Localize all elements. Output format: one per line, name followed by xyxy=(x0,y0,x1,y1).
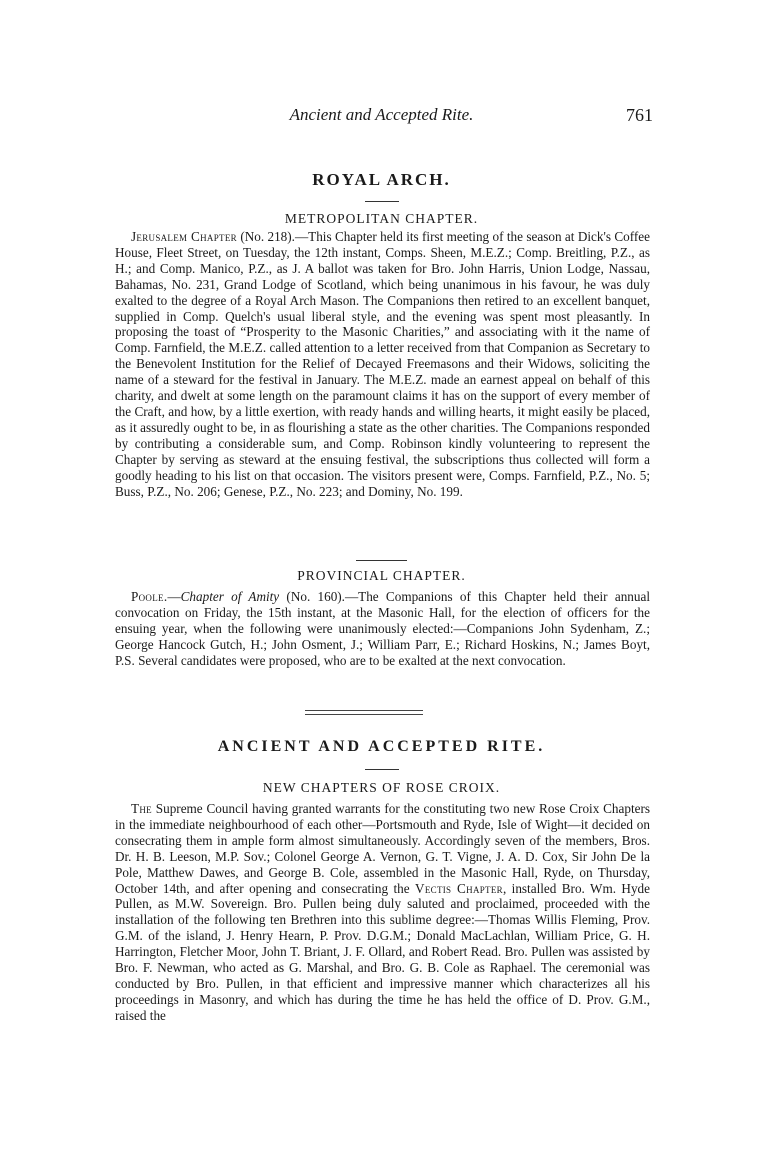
jerusalem-chapter-lead: Jerusalem Chapter xyxy=(131,229,237,244)
rose-croix-heading: NEW CHAPTERS OF ROSE CROIX. xyxy=(262,780,501,795)
running-header xyxy=(0,105,763,127)
provincial-dash: — xyxy=(167,589,181,604)
metropolitan-chapter-heading: METROPOLITAN CHAPTER. xyxy=(284,211,479,226)
rose-croix-body-1: Supreme Council having granted warrants for the constituting two new Rose Croix Chapters in the immediate neighbourhood of each other—Portsmouth and Ryde, Isle of Wight—it decided on consecrating them in ample form almost simultaneously. Accordingly seven of the members, Bros. Dr. H. B. Leeson, M.P. Sov.; Colonel George A. Vernon, G. T. Vigne, J. A. D. Cox, Sir John De la Pole, Matthew Dawes, and George B. Cole, assembled in the Masonic Hall, Ryde, on Thursday, October 14th, and after opening and consecrating the xyxy=(115,801,650,896)
poole-lead: Poole. xyxy=(131,589,168,604)
provincial-chapter-heading: PROVINCIAL CHAPTER. xyxy=(297,568,466,583)
rose-croix-body-2: , installed Bro. Wm. Hyde Pullen, as M.W. Sovereign. Bro. Pullen being duly saluted and proclaimed, proceeded with the installation of the following ten Brethren into this sublime degree:—Thomas Willis Fleming, Prov. G.M. of the island, J. Henry Hearn, P. Prov. D.G.M.; Donald MacLachlan, William Price, G. H. Harrington, Fletcher Moor, John T. Briant, J. F. Ollard, and Robert Read. Bro. Pullen was assisted by Bro. F. Newman, who acted as G. Marshal, and Bro. G. B. Cole as Raphael. The ceremonial was conducted by Bro. Pullen, in that efficient and impressive manner which characterizes all his proceedings in Masonry, and which has during the time he has held the office of D. Prov. G.M., raised the xyxy=(115,880,650,1023)
vectis-chapter: Vectis Chapter xyxy=(415,880,503,896)
title-underline xyxy=(365,769,399,770)
running-title: Ancient and Accepted Rite. xyxy=(289,105,474,124)
metropolitan-body: (No. 218).—This Chapter held its first meeting of the season at Dick's Coffee House, Fleet Street, on Tuesday, the 12th instant, Comps. Sheen, M.E.Z.; Comp. Breitling, P.Z., as H.; and Comp. Manico, P.Z., as J. A ballot was taken for Bro. John Harris, Union Lodge, Nassau, Bahamas, No. 231, Grand Lodge of Scotland, which being unanimous in his favour, he was duly exalted to the degree of a Royal Arch Mason. The Companions then retired to an excellent banquet, supplied in Comp. Quelch's usual liberal style, and the evening was spent most pleasantly. In proposing the toast of “Prosperity to the Masonic Charities,” and associating with it the name of Comp. Farnfield, the M.E.Z. called attention to a letter received from that Companion as Secretary to the Benevolent Institution for the Relief of Decayed Freemasons and their Widows, soliciting the name of a steward for the festival in January. The M.E.Z. made an earnest appeal on behalf of this charity, and dwelt at some length on the paramount claims it has on the support of every member of the Craft, and how, by a little exertion, with ready hands and willing hearts, it might easily be placed, as it assuredly ought to be, in as flourishing a state as the other charities. The Companions responded by contributing a considerable sum, and Comp. Robinson kindly volunteering to represent the Chapter by serving as steward at the ensuing festival, the subscriptions thus collected will form a goodly heading to his list on that occasion. The visitors present were, Comps. Farnfield, P.Z., No. 5; Buss, P.Z., No. 206; Genese, P.Z., No. 223; and Dominy, No. 199. xyxy=(115,229,650,499)
chapter-of-amity: Chapter of Amity xyxy=(180,589,280,604)
metropolitan-chapter-paragraph xyxy=(115,229,650,499)
royal-arch-title: ROYAL ARCH. xyxy=(312,170,451,189)
provincial-body: (No. 160).—The Companions of this Chapter held their annual convocation on Friday, the 15th instant, at the Masonic Hall, for the election of officers for the ensuing year, when the following were unanimously elected:—Companions John Sydenham, Z.; George Hancock Gutch, H.; John Osment, J.; William Parr, E.; Richard Hoskins, N.; James Boyt, P.S. Several candidates were proposed, who are to be exalted at the next convocation. xyxy=(115,589,650,668)
double-rule-divider xyxy=(305,710,423,715)
page-number: 761 xyxy=(626,105,653,125)
rose-croix-paragraph xyxy=(115,801,650,1024)
ancient-rite-title: ANCIENT AND ACCEPTED RITE. xyxy=(217,738,546,755)
section-divider xyxy=(356,560,407,561)
the-lead: The xyxy=(131,801,152,816)
title-underline xyxy=(365,201,399,202)
provincial-chapter-paragraph xyxy=(115,589,650,669)
